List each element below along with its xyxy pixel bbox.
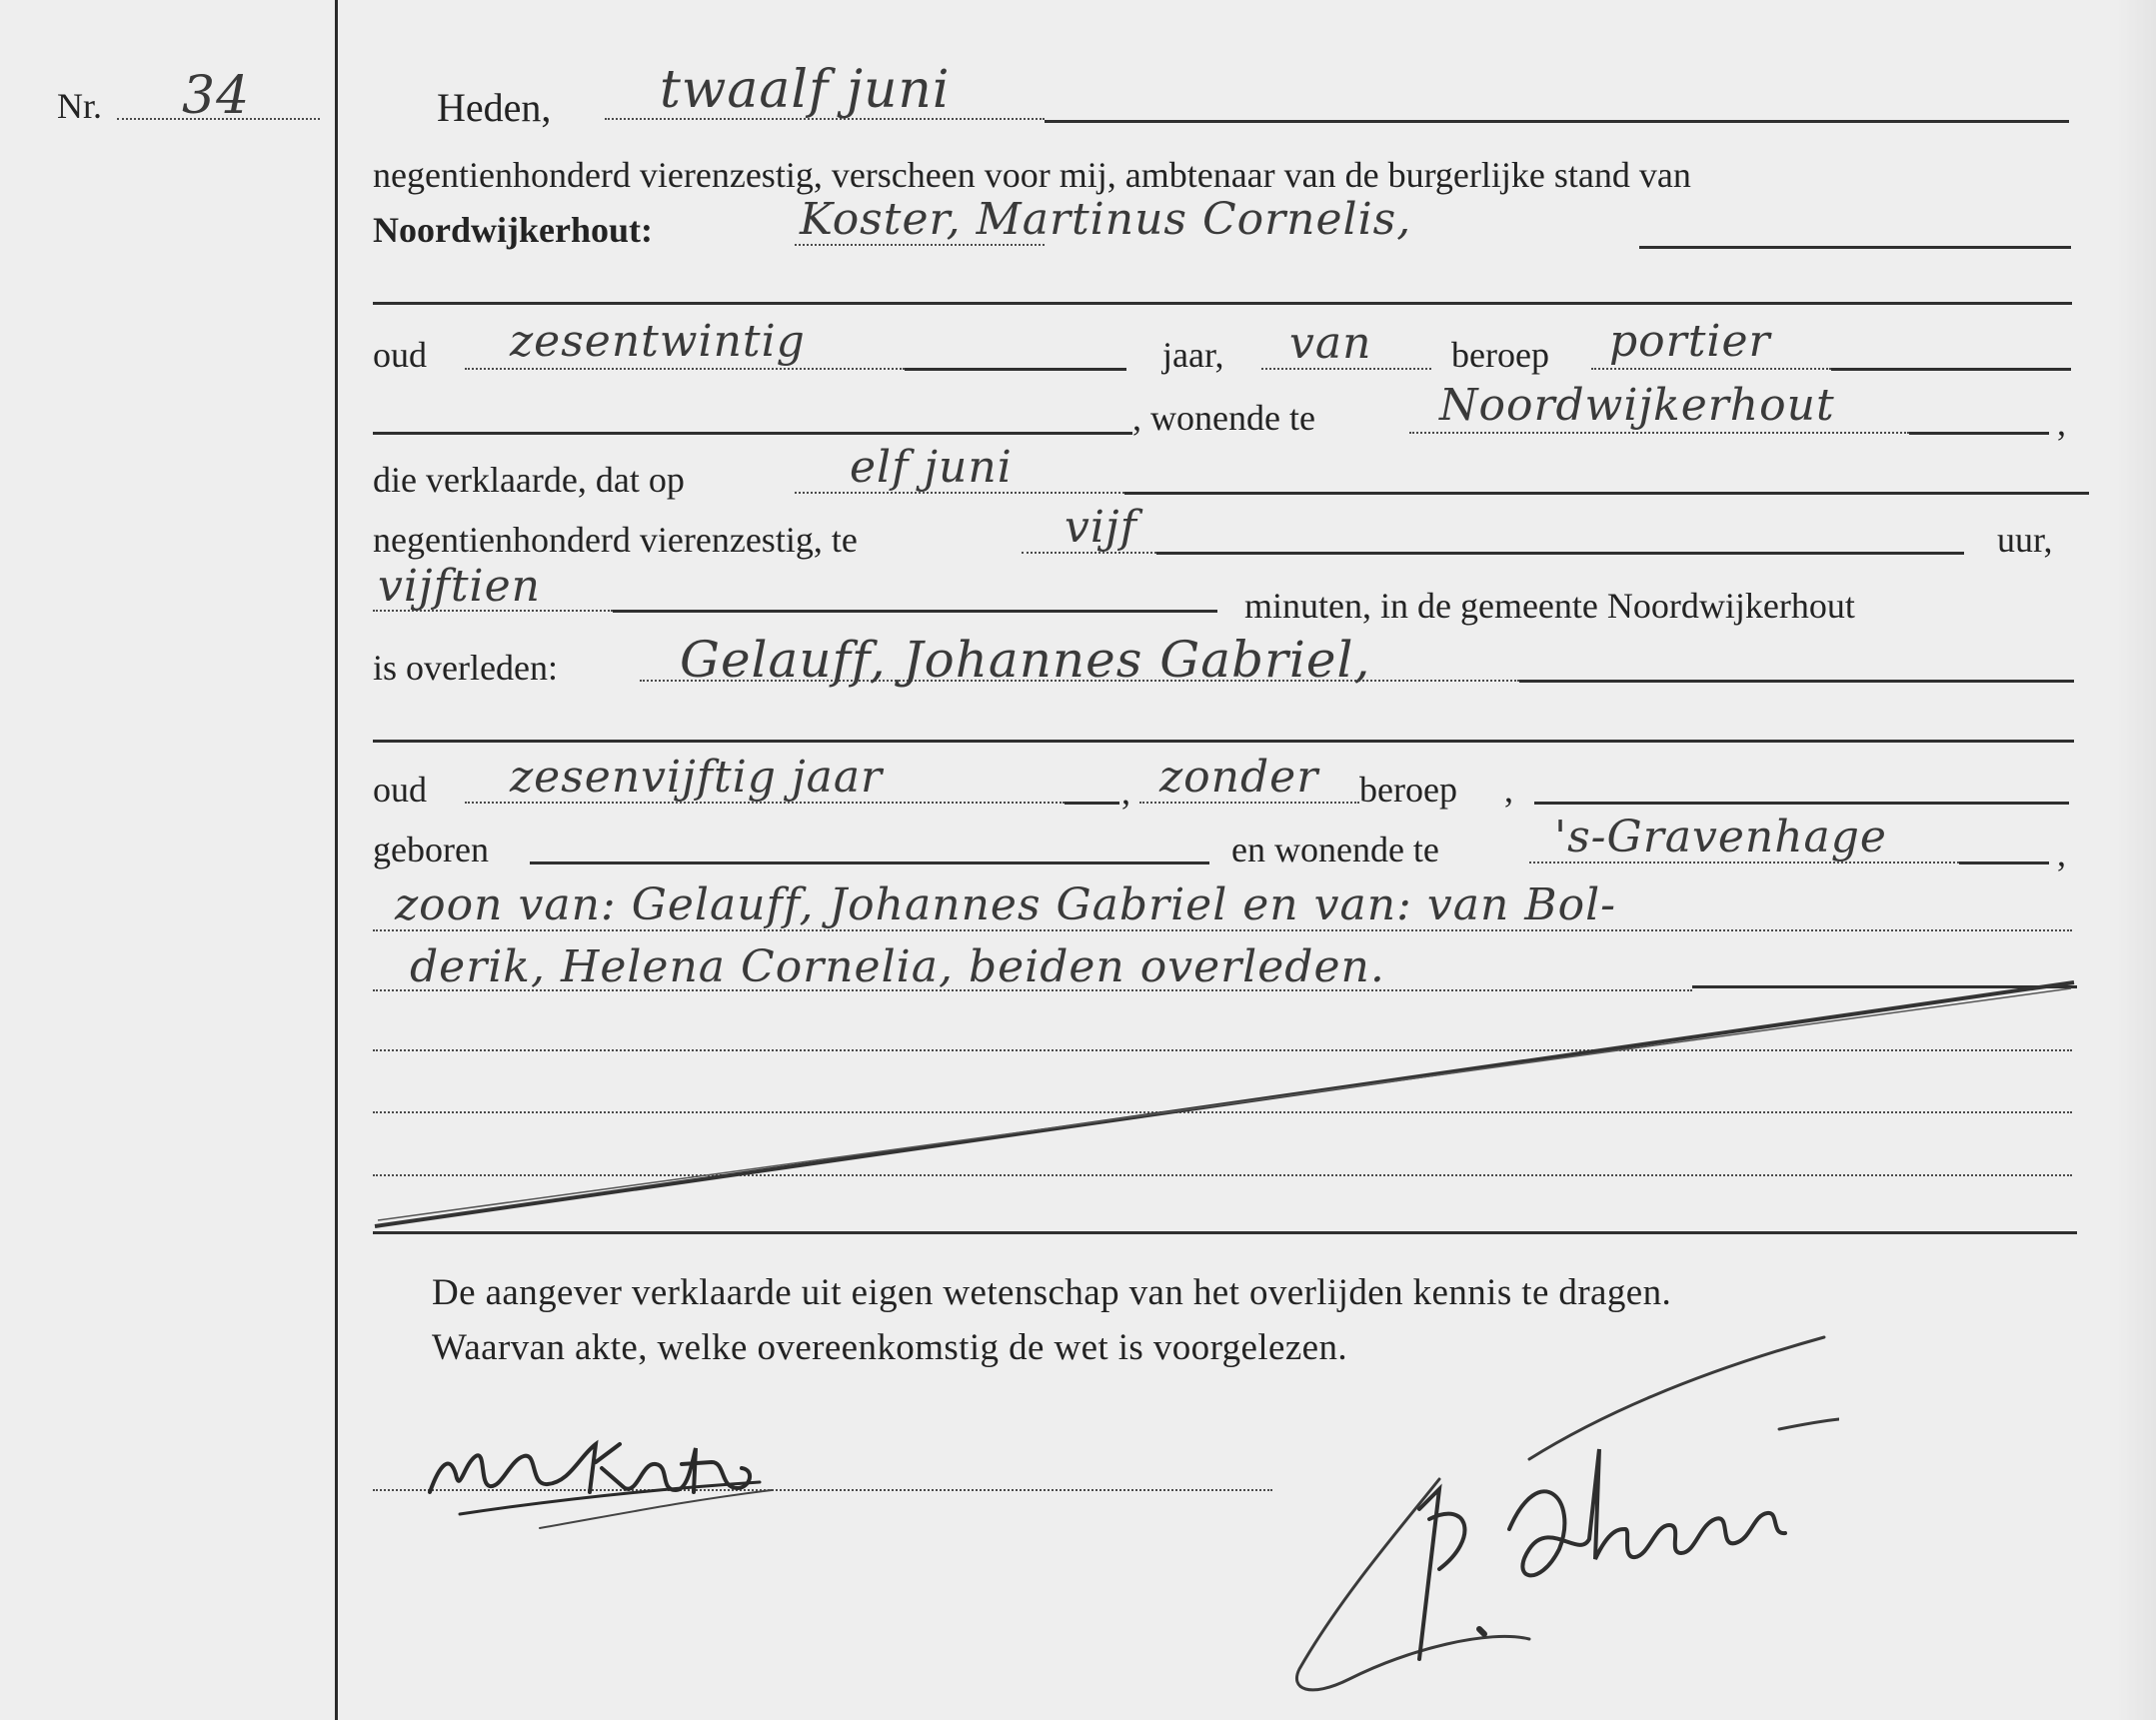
deceased-fill-rule	[1519, 680, 2074, 683]
age-dotted-line-1	[465, 368, 905, 370]
deceased-residence-comma: ,	[2057, 834, 2066, 873]
residence-fill-rule	[1909, 432, 2049, 435]
date-of-death: elf juni	[850, 442, 1013, 493]
beroep-comma: ,	[1504, 770, 1513, 810]
hour-fill-rule	[1156, 552, 1964, 555]
geboren-label: geboren	[373, 830, 489, 869]
age-fill-rule-1	[905, 368, 1126, 371]
municipality-label: Noordwijkerhout:	[373, 210, 653, 250]
uur-label: uur,	[1997, 520, 2053, 560]
occupation-fill-rule-1	[1831, 368, 2071, 371]
deceased-age: zesenvijftig jaar	[510, 752, 884, 803]
hour-value: vijf	[1065, 502, 1137, 553]
oud-label-1: oud	[373, 335, 427, 375]
deceased-residence-fill-rule	[1959, 861, 2049, 864]
blank-rule-1	[373, 302, 2072, 305]
age-comma: ,	[1121, 772, 1130, 812]
die-verklaarde-label: die verklaarde, dat op	[373, 460, 685, 500]
te-line-label: negentienhonderd vierenzestig, te	[373, 520, 858, 560]
van-value: van	[1289, 318, 1372, 369]
beroep-label-2: beroep	[1359, 770, 1457, 810]
oud-label-2: oud	[373, 770, 427, 810]
wonende-fill-rule-left	[373, 432, 1132, 435]
deceased-residence: 's-Gravenhage	[1554, 812, 1887, 862]
jaar-label: jaar,	[1162, 335, 1224, 375]
declarant-name: Koster, Martinus Cornelis,	[800, 194, 1412, 245]
closing-statement: De aangever verklaarde uit eigen wetenschap van het overlijden kennis te dragen.	[432, 1272, 1672, 1313]
en-wonende-te-label: en wonende te	[1231, 830, 1439, 869]
act-read-statement: Waarvan akte, welke overeenkomstig de wet is voorgelezen.	[432, 1327, 1348, 1368]
declarant-fill-rule	[1639, 246, 2071, 249]
heden-label: Heden,	[437, 85, 552, 130]
official-signature	[1279, 1329, 1839, 1709]
declarant-signature	[420, 1404, 780, 1534]
nr-label: Nr.	[57, 86, 102, 126]
blank-rule-2	[373, 740, 2074, 743]
wonende-te-label: , wonende te	[1132, 398, 1315, 438]
beroep-label-1: beroep	[1451, 335, 1549, 375]
declarant-residence: Noordwijkerhout	[1439, 380, 1835, 431]
occupation-dotted-line-1	[1591, 368, 1831, 370]
death-date-fill-rule	[1124, 492, 2089, 495]
nr-value: 34	[182, 66, 251, 126]
residence-comma: ,	[2057, 403, 2066, 443]
occupation-fill-rule-2	[1534, 802, 2069, 805]
minutes-value: vijftien	[378, 561, 541, 612]
margin-rule	[335, 0, 338, 1720]
minuten-label: minuten, in de gemeente Noordwijkerhout	[1244, 586, 1855, 626]
birthplace-fill-rule	[530, 861, 1209, 864]
declaration-line: negentienhonderd vierenzestig, verscheen voor mij, ambtenaar van de burgerlijke stand van	[373, 155, 1691, 195]
declarant-occupation: portier	[1609, 316, 1771, 367]
minutes-fill-rule	[613, 610, 1217, 613]
heden-fill-rule	[1045, 120, 2069, 123]
declarant-age: zesentwintig	[510, 316, 806, 367]
parents-line-2: derik, Helena Cornelia, beiden overleden.	[410, 941, 1385, 992]
strike-through-line	[360, 974, 2089, 1234]
is-overleden-label: is overleden:	[373, 648, 558, 688]
parents-line-1: zoon van: Gelauff, Johannes Gabriel en van: van Bol-	[395, 879, 1617, 930]
date-of-act: twaalf juni	[660, 60, 951, 120]
age-fill-rule-2	[1065, 802, 1119, 805]
page-edge-shadow	[2116, 0, 2156, 1720]
residence-dotted-line	[1409, 432, 1909, 434]
deceased-occupation: zonder	[1159, 752, 1319, 803]
deceased-name: Gelauff, Johannes Gabriel,	[680, 631, 1371, 689]
